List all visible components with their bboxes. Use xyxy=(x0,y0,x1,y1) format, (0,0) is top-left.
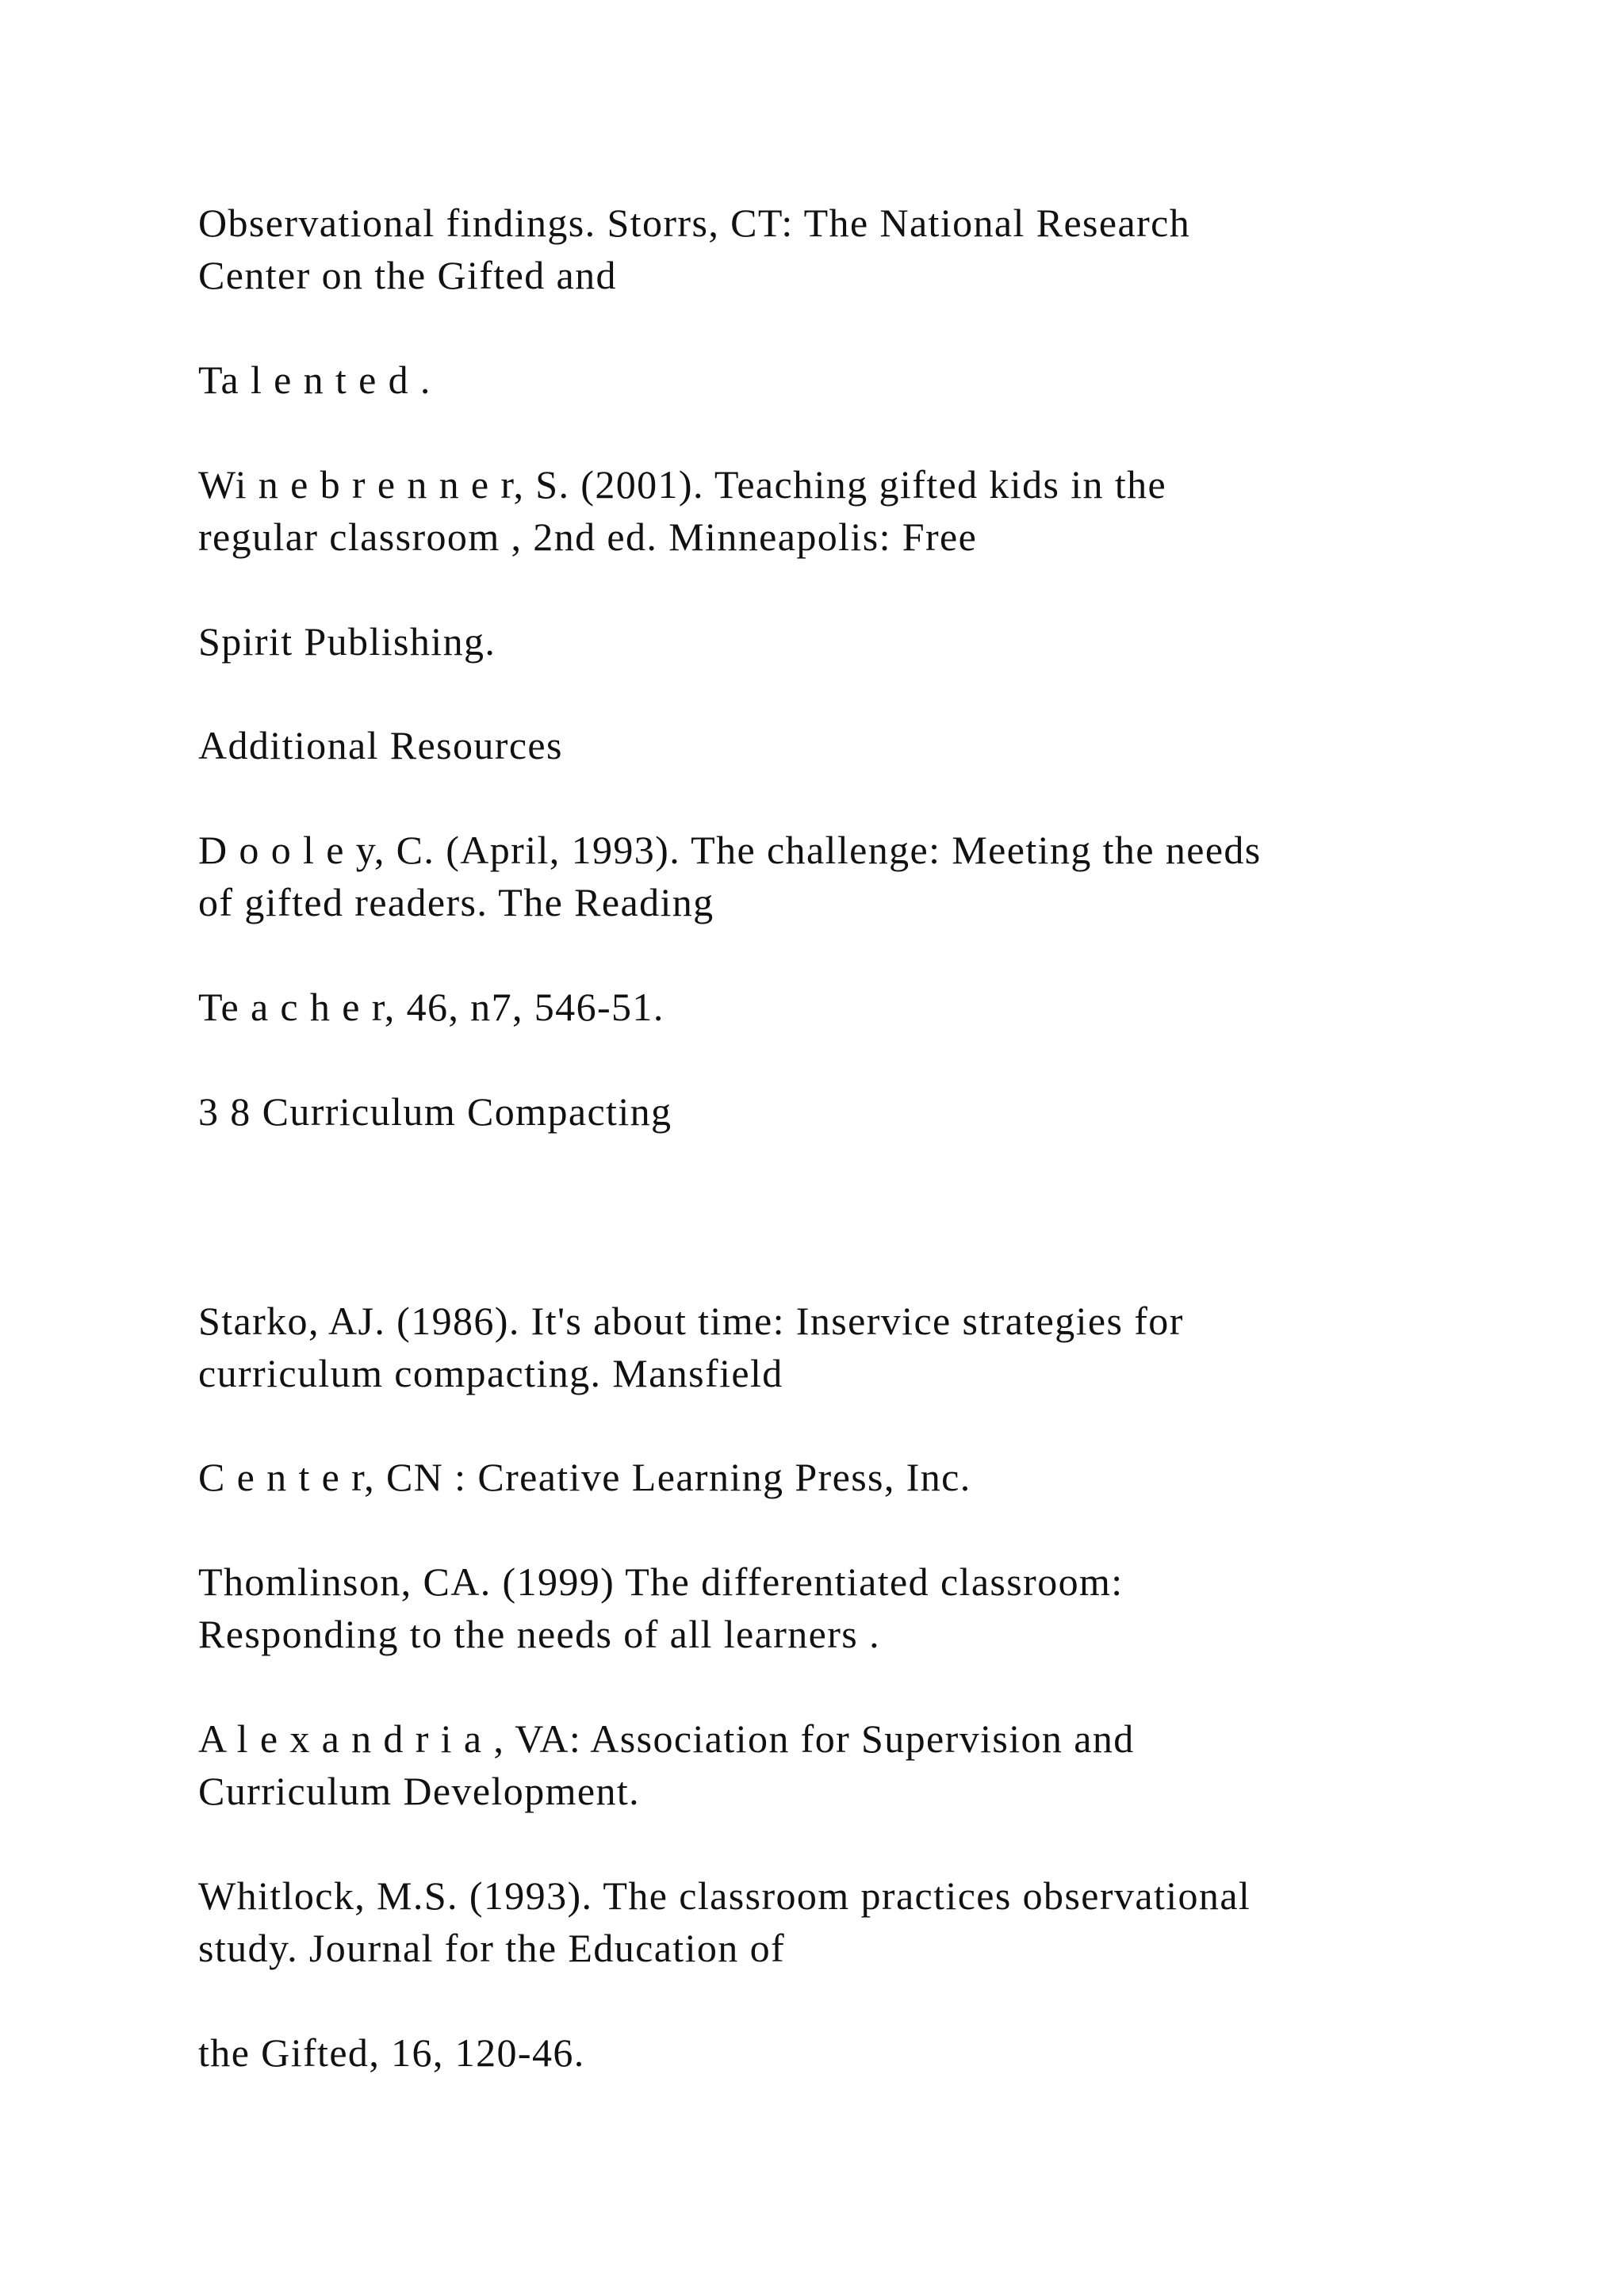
text-line: Wi n e b r e n n e r, S. (2001). Teaching gifted kids in the xyxy=(198,462,1167,507)
page-footer: 3 8 Curriculum Compacting xyxy=(198,1089,672,1134)
text-line: of gifted readers. The Reading xyxy=(198,880,714,924)
text-line: C e n t e r, CN : Creative Learning Press, Inc. xyxy=(198,1455,971,1499)
text-line: Center on the Gifted and xyxy=(198,253,617,297)
text-line: Ta l e n t e d . xyxy=(198,358,431,402)
text-line: Te a c h e r, 46, n7, 546-51. xyxy=(198,985,665,1029)
text-line: the Gifted, 16, 120-46. xyxy=(198,2030,585,2075)
text-line: A l e x a n d r i a , VA: Association for Supervision and xyxy=(198,1716,1135,1761)
text-line: study. Journal for the Education of xyxy=(198,1926,786,1970)
section-heading: Additional Resources xyxy=(198,723,563,767)
text-line: Starko, AJ. (1986). It's about time: Inservice strategies for xyxy=(198,1299,1184,1343)
text-line: Responding to the needs of all learners . xyxy=(198,1612,880,1656)
text-line: Curriculum Development. xyxy=(198,1769,641,1813)
text-line: curriculum compacting. Mansfield xyxy=(198,1351,783,1395)
text-line: D o o l e y, C. (April, 1993). The challenge: Meeting the needs xyxy=(198,828,1262,872)
text-line: Spirit Publishing. xyxy=(198,619,496,664)
text-line: Thomlinson, CA. (1999) The differentiated classroom: xyxy=(198,1559,1124,1604)
text-line: regular classroom , 2nd ed. Minneapolis: Free xyxy=(198,515,978,559)
text-line: Whitlock, M.S. (1993). The classroom practices observational xyxy=(198,1873,1251,1918)
text-line: Observational findings. Storrs, CT: The National Research xyxy=(198,201,1191,245)
